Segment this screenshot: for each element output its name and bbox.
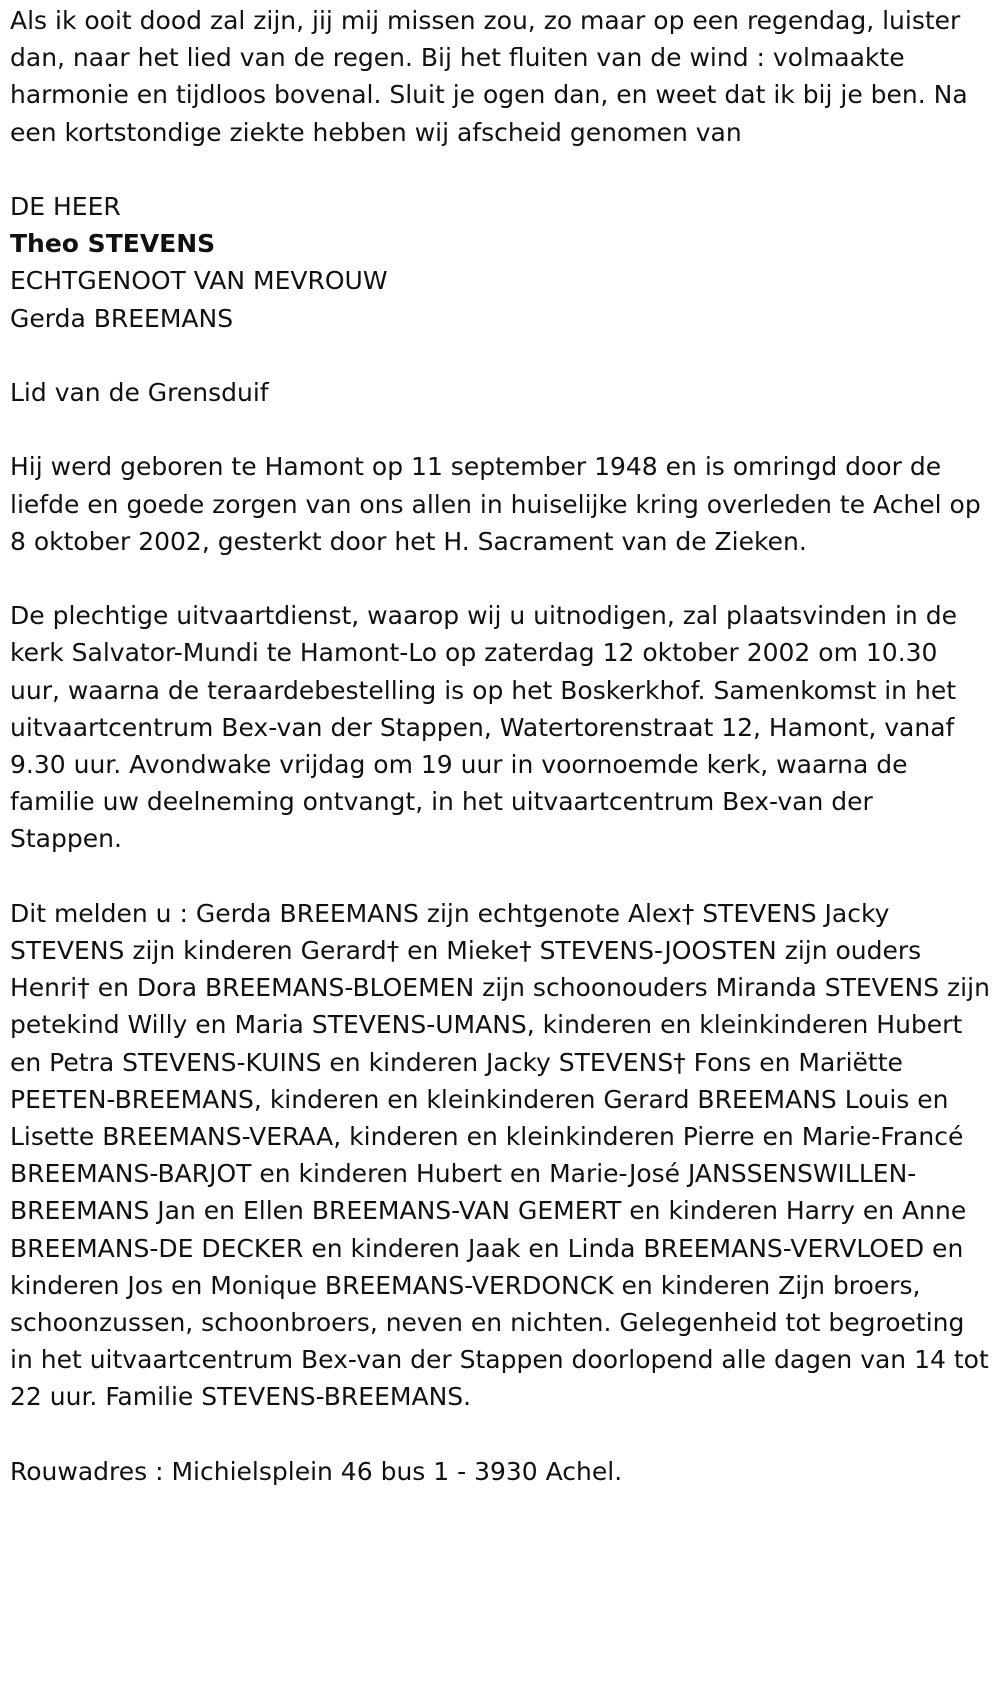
spouse-name: Gerda BREEMANS — [10, 303, 234, 333]
spacer — [10, 858, 990, 895]
spacer — [10, 411, 990, 448]
mourning-address: Rouwadres : Michielsplein 46 bus 1 - 3930 Achel. — [10, 1456, 623, 1486]
ceremony-paragraph: De plechtige uitvaartdienst, waarop wij u uitnodigen, zal plaatsvinden in de kerk Salvator-Mundi te Hamont-Lo op zaterdag 12 oktober 2002 om 10.30 uur, waarna de teraardebestelling is op het Boskerkhof. Samenkomst in het uitvaartcentrum Bex-van der Stappen, Watertorenstraat 12, Hamont, vanaf 9.30 uur. Avondwake vrijdag om 19 uur in voornoemde kerk, waarna de familie uw deelneming ontvangt, in het uitvaartcentrum Bex-van der Stappen. — [10, 601, 957, 854]
spacer — [10, 560, 990, 597]
family-paragraph: Dit melden u : Gerda BREEMANS zijn echtgenote Alex† STEVENS Jacky STEVENS zijn kinderen Gerard† en Mieke† STEVENS-JOOSTEN zijn ouders Henri† en Dora BREEMANS-BLOEMEN zijn schoonouders Miranda STEVENS zijn petekind Willy en Maria STEVENS-UMANS, kinderen en kleinkinderen Hubert en Petra STEVENS-KUINS en kinderen Jacky STEVENS† Fons en Mariëtte PEETEN-BREEMANS, kinderen en kleinkinderen Gerard BREEMANS Louis en Lisette BREEMANS-VERAA, kinderen en kleinkinderen Pierre en Marie-Francé BREEMANS-BARJOT en kinderen Hubert en Marie-José JANSSENSWILLEN-BREEMANS Jan en Ellen BREEMANS-VAN GEMERT en kinderen Harry en Anne BREEMANS-DE DECKER en kinderen Jaak en Linda BREEMANS-VERVLOED en kinderen Jos en Monique BREEMANS-VERDONCK en kinderen Zijn broers, schoonzussen, schoonbroers, neven en nichten. Gelegenheid tot begroeting in het uitvaartcentrum Bex-van der Stappen doorlopend alle dagen van 14 tot 22 uur. Familie STEVENS-BREEMANS. — [10, 898, 990, 1412]
deceased-name: Theo STEVENS — [10, 229, 216, 259]
spacer — [10, 151, 990, 188]
birth-death-paragraph: Hij werd geboren te Hamont op 11 september 1948 en is omringd door de liefde en goede zorgen van ons allen in huiselijke kring overleden te Achel op 8 oktober 2002, gesterkt door het H. Sacrament van de Zieken. — [10, 452, 981, 556]
spacer — [10, 337, 990, 374]
membership-line: Lid van de Grensduif — [10, 378, 269, 407]
relation-line: ECHTGENOOT VAN MEVROUW — [10, 266, 388, 296]
deceased-title: DE HEER — [10, 192, 121, 221]
spacer — [10, 1416, 990, 1453]
intro-poem-paragraph: Als ik ooit dood zal zijn, jij mij missen zou, zo maar op een regendag, luister dan, naar het lied van de regen. Bij het fluiten van de wind : volmaakte harmonie en tijdloos bovenal. Sluit je ogen dan, en weet dat ik bij je ben. Na een kortstondige ziekte hebben wij afscheid genomen van — [10, 6, 968, 147]
